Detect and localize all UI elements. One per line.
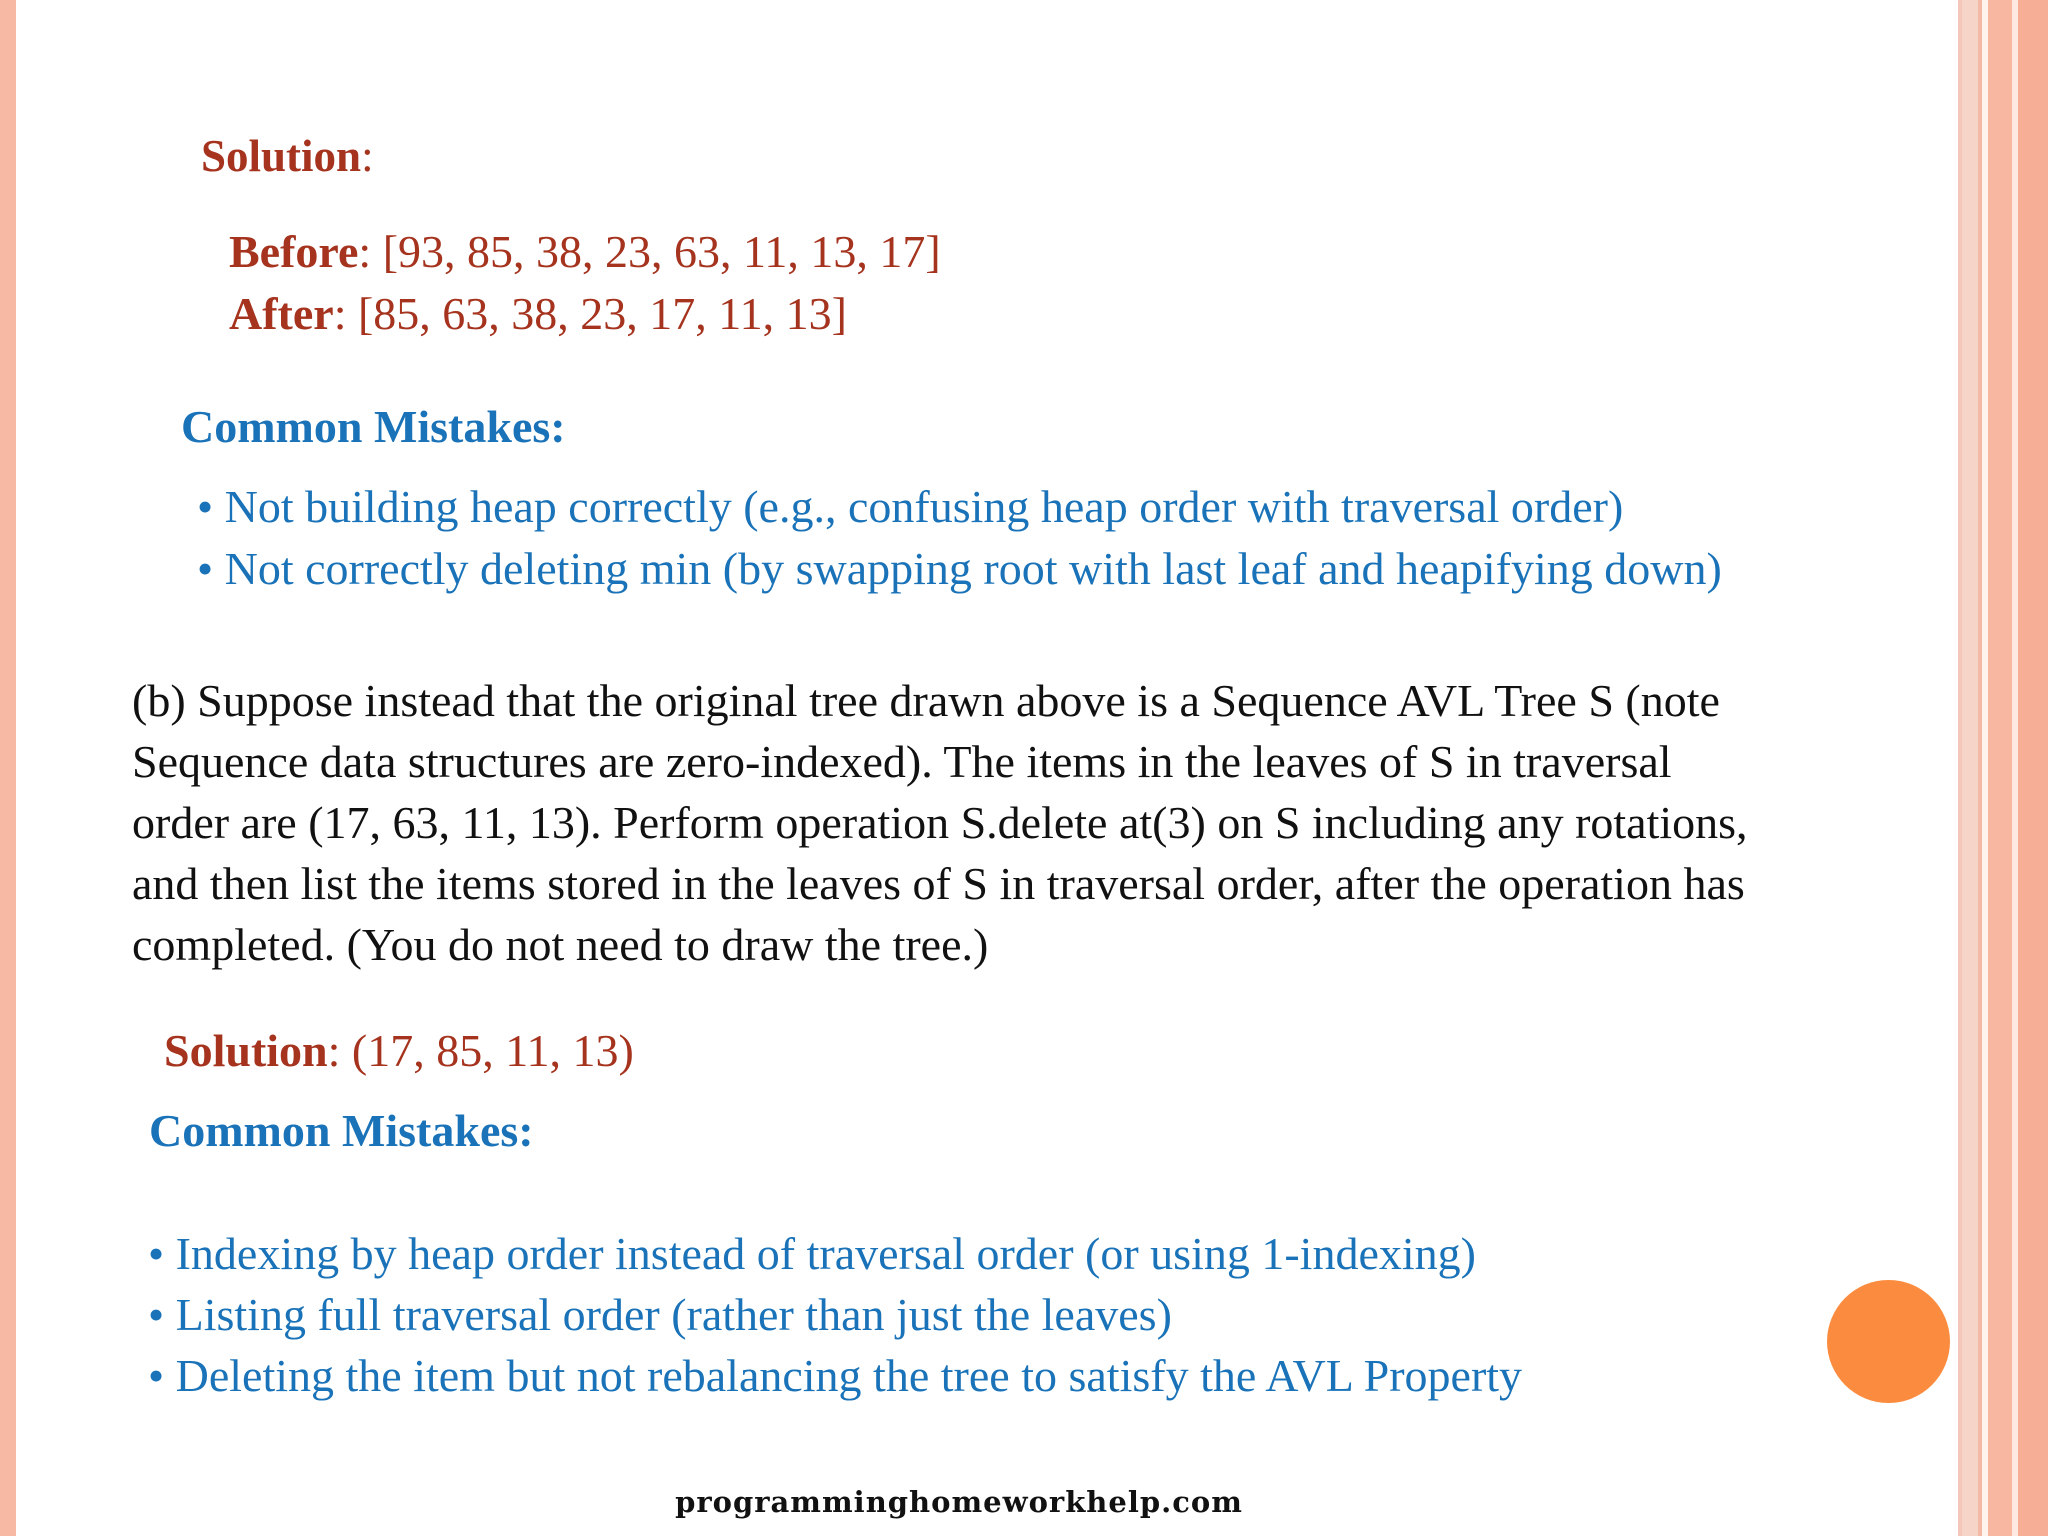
mistakes-a-item: • Not building heap correctly (e.g., confusing heap order with traversal order): [197, 481, 1624, 532]
left-border-strip: [0, 0, 16, 1536]
question-b-line: (b) Suppose instead that the original tree drawn above is a Sequence AVL Tree S (note: [132, 675, 1720, 726]
after-value: : [85, 63, 38, 23, 17, 11, 13]: [333, 288, 847, 339]
solution-a-colon: :: [361, 131, 374, 181]
solution-b-line: [164, 1022, 634, 1080]
question-b-line: completed. (You do not need to draw the tree.): [132, 919, 989, 970]
question-b-line: Sequence data structures are zero-indexed). The items in the leaves of S in traversal: [132, 736, 1672, 787]
after-label: After: [229, 288, 334, 339]
question-b-line: and then list the items stored in the leaves of S in traversal order, after the operation has: [132, 858, 1745, 909]
before-line: [229, 223, 941, 281]
before-value: : [93, 85, 38, 23, 63, 11, 13, 17]: [358, 226, 941, 277]
solution-a-label: Solution: [201, 131, 362, 181]
right-border-stripe: [2018, 0, 2048, 1536]
mistakes-b-heading: Common Mistakes:: [149, 1105, 534, 1156]
mistakes-a-heading: Common Mistakes:: [181, 401, 566, 452]
right-border-stripe: [1962, 0, 1978, 1536]
right-border-stripe: [1988, 0, 2012, 1536]
mistakes-a-item: • Not correctly deleting min (by swapping root with last leaf and heapifying down): [197, 543, 1722, 594]
footer-website: programminghomeworkhelp.com: [675, 1485, 1243, 1519]
before-label: Before: [229, 226, 359, 277]
mistakes-b-item: • Listing full traversal order (rather than just the leaves): [148, 1289, 1172, 1340]
mistakes-b-item: • Indexing by heap order instead of traversal order (or using 1-indexing): [148, 1228, 1476, 1279]
after-line: [229, 285, 847, 343]
question-b-line: order are (17, 63, 11, 13). Perform operation S.delete at(3) on S including any rotations,: [132, 797, 1748, 848]
solution-b-label: Solution: [164, 1025, 328, 1076]
solution-a-heading: [201, 128, 374, 184]
mistakes-b-item: • Deleting the item but not rebalancing the tree to satisfy the AVL Property: [148, 1350, 1523, 1401]
orange-circle-decoration: [1827, 1280, 1950, 1403]
solution-b-value: : (17, 85, 11, 13): [327, 1025, 634, 1076]
